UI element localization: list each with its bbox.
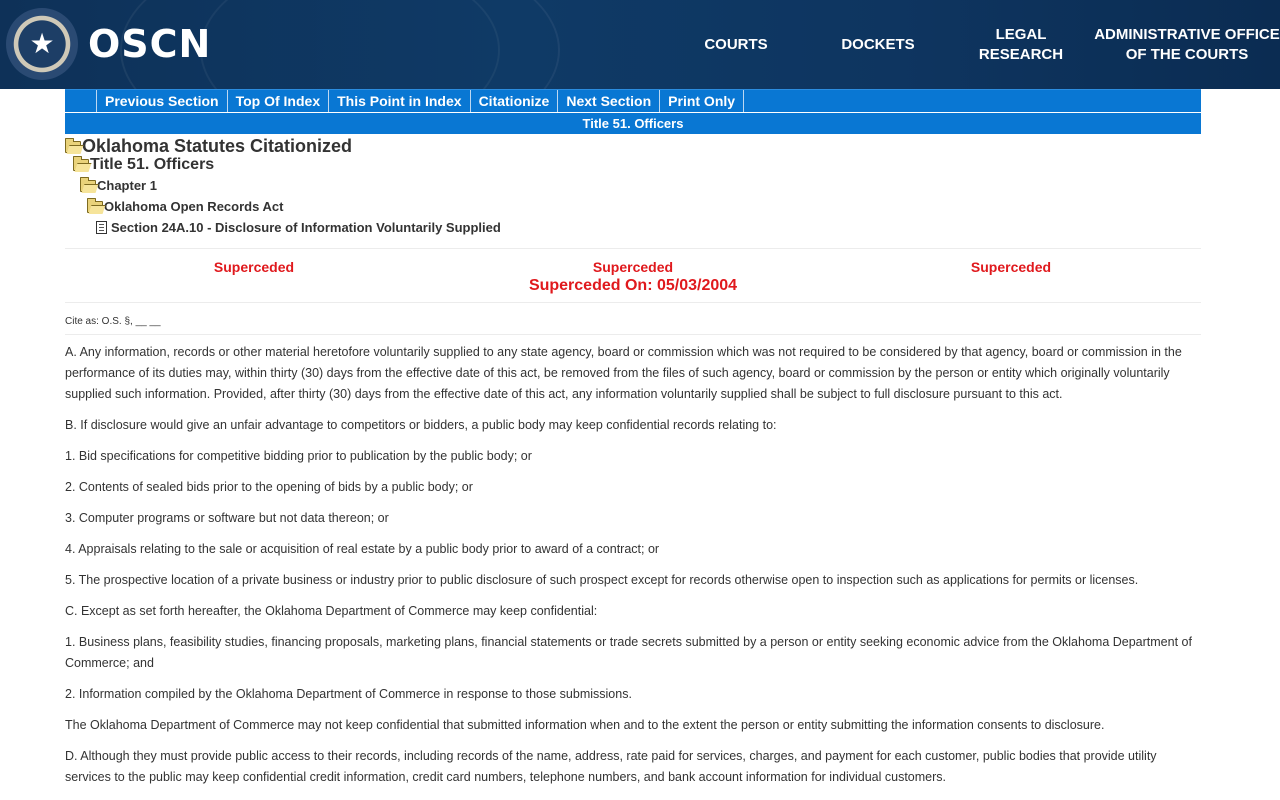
- superceded-label-right: Superceded: [970, 259, 1052, 275]
- next-section-button[interactable]: Next Section: [558, 90, 660, 112]
- paragraph-a: A. Any information, records or other material heretofore voluntarily supplied to any state agency, board or commission which was not required to be considered by that agency, board or commission in the performance of its duties may, within thirty (30) days from the effective date of this act, be removed from the files of such agency, board or commission by the person or entity which originally voluntarily supplied such information. Provided, after thirty (30) days from the effective date of this act, any information voluntarily supplied shall be subject to full disclosure pursuant to this act.: [65, 345, 1182, 401]
- nav-legal-research[interactable]: [972, 25, 1070, 65]
- site-header: [0, 0, 1280, 89]
- superceded-label-center: Superceded: [592, 259, 674, 275]
- paragraph-b1: 1. Bid specifications for competitive bidding prior to publication by the public body; or: [65, 449, 532, 463]
- tree-item-section[interactable]: [96, 220, 501, 235]
- tree-item-title[interactable]: [73, 156, 214, 174]
- top-of-index-button[interactable]: Top Of Index: [228, 90, 330, 112]
- divider: [65, 334, 1201, 335]
- nav-dockets-label: DOCKETS: [841, 36, 915, 53]
- site-logo-text[interactable]: OSCN: [88, 22, 212, 66]
- paragraph-c1: 1. Business plans, feasibility studies, financing proposals, marketing plans, financial statements or trade secrets submitted by a person or entity seeking economic advice from the Oklahoma Department of Commerce; and: [65, 635, 1192, 670]
- previous-section-button[interactable]: Previous Section: [97, 90, 228, 112]
- nav-courts-label: COURTS: [704, 36, 768, 53]
- cite-as: Cite as: O.S. §, __ __: [65, 316, 161, 327]
- superceded-label-left: Superceded: [213, 259, 295, 275]
- nav-administrative-office[interactable]: [1094, 25, 1280, 65]
- nav-admin-office-line1: ADMINISTRATIVE OFFICE: [1094, 26, 1280, 43]
- nav-admin-office-line2: OF THE COURTS: [1125, 46, 1249, 63]
- citationize-button[interactable]: Citationize: [471, 90, 559, 112]
- tree-item-label: Title 51. Officers: [90, 156, 215, 173]
- paragraph-b: B. If disclosure would give an unfair advantage to competitors or bidders, a public body may keep confidential records relating to:: [65, 418, 777, 432]
- tree-item-label: Oklahoma Open Records Act: [104, 199, 284, 214]
- this-point-in-index-button[interactable]: This Point in Index: [329, 90, 470, 112]
- toolbar-spacer: [65, 90, 97, 112]
- paragraph-b2: 2. Contents of sealed bids prior to the opening of bids by a public body; or: [65, 480, 473, 494]
- tree-item-chapter[interactable]: [80, 178, 157, 193]
- paragraph-b5: 5. The prospective location of a private business or industry prior to public disclosure of such prospect except for records otherwise open to inspection such as applications for permits or licenses.: [65, 573, 1139, 587]
- nav-legal-research-line1: LEGAL: [995, 26, 1047, 43]
- tree-item-label: Section 24A.10 - Disclosure of Information Voluntarily Supplied: [111, 220, 501, 235]
- paragraph-c: C. Except as set forth hereafter, the Oklahoma Department of Commerce may keep confidential:: [65, 604, 598, 618]
- divider: [65, 302, 1201, 303]
- open-folder-icon: [65, 141, 81, 153]
- tree-item-label: Oklahoma Statutes Citationized: [82, 136, 353, 156]
- seal-star-icon: ★: [29, 28, 55, 59]
- paragraph-c2: 2. Information compiled by the Oklahoma Department of Commerce in response to those submissions.: [65, 687, 632, 701]
- open-folder-icon: [80, 180, 96, 192]
- title-bar: Title 51. Officers: [65, 113, 1201, 134]
- superceded-date: Superceded On: 05/03/2004: [528, 277, 738, 294]
- nav-dockets[interactable]: [830, 35, 926, 55]
- print-only-button[interactable]: Print Only: [660, 90, 744, 112]
- tree-item-label: Chapter 1: [97, 178, 157, 193]
- main-nav: [0, 0, 1280, 89]
- nav-legal-research-line2: RESEARCH: [978, 46, 1064, 63]
- open-folder-icon: [73, 159, 89, 171]
- document-icon: [96, 221, 107, 234]
- divider: [65, 248, 1201, 249]
- paragraph-commerce: The Oklahoma Department of Commerce may not keep confidential that submitted information when and to the extent the person or entity submitting the information consents to disclosure.: [65, 718, 1105, 732]
- paragraph-d: D. Although they must provide public access to their records, including records of the name, address, rate paid for services, charges, and payment for each customer, public bodies that provide utility services to the public may keep confidential credit information, credit card numbers, telephone numbers, and bank account information for individual customers.: [65, 749, 1157, 784]
- paragraph-b3: 3. Computer programs or software but not data thereon; or: [65, 511, 389, 525]
- section-toolbar: [65, 89, 1201, 112]
- tree-item-statutes[interactable]: [65, 136, 352, 157]
- open-folder-icon: [87, 201, 103, 213]
- nav-courts[interactable]: [690, 35, 782, 55]
- tree-item-act[interactable]: [87, 199, 283, 214]
- paragraph-b4: 4. Appraisals relating to the sale or acquisition of real estate by a public body prior to award of a contract; or: [65, 542, 660, 556]
